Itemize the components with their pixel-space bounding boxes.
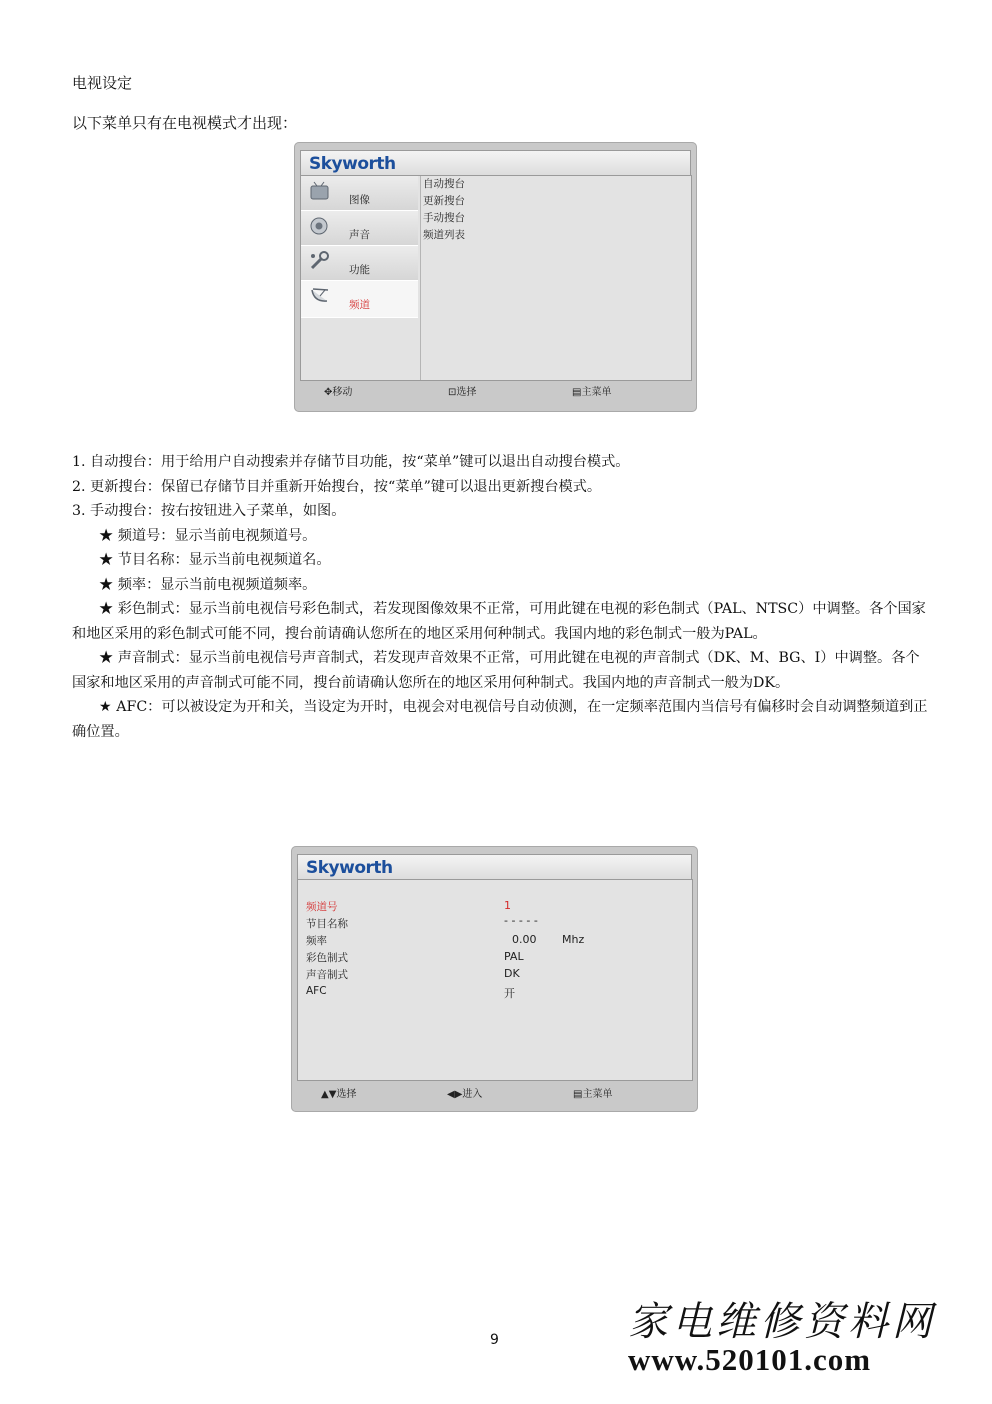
footer-select-hint: ▲▼选择 [321, 1089, 357, 1100]
menu-body [297, 879, 693, 1081]
value-frequency-unit: Mhz [562, 933, 585, 946]
menu-button-icon: ▤ [573, 1089, 583, 1100]
intro-text: 以下菜单只有在电视模式才出现： [72, 114, 298, 132]
side-item-label: 频道 [349, 299, 370, 311]
value-afc: 开 [504, 987, 515, 1000]
tv-manual-search-screenshot [291, 846, 698, 1112]
side-item-label: 图像 [349, 194, 370, 206]
bullet-color-system: ★ 彩色制式：显示当前电视信号彩色制式，若发现图像效果不正常，可用此键在电视的彩色制式（PAL、NTSC）中调整。各个国家和地区采用的彩色制式可能不同，搜台前请确认您所在的地区采用何种制式。我国内地的彩色制式一般为PAL。 [72, 597, 932, 646]
tv-icon [309, 181, 331, 201]
row-sound-system[interactable]: 声音制式 [306, 969, 348, 981]
menu-button-icon: ▤ [572, 387, 582, 398]
footer-main-menu-hint: ▤主菜单 [572, 387, 612, 398]
value-color-system: PAL [504, 950, 524, 963]
menu-body [300, 175, 692, 381]
instructions [72, 450, 932, 744]
watermark-title: 家电维修资料网 [628, 1299, 936, 1345]
footer-enter-hint: ◀▶进入 [447, 1089, 483, 1100]
item-manual-search: 3. 手动搜台：按右按钮进入子菜单，如图。 [72, 503, 346, 519]
page-number: 9 [490, 1332, 499, 1348]
menu-footer [297, 1081, 692, 1103]
submenu-item-auto-search[interactable]: 自动搜台 [423, 178, 465, 190]
value-channel-number: 1 [504, 899, 511, 912]
item-update-search: 2. 更新搜台：保留已存储节目并重新开始搜台，按“菜单”键可以退出更新搜台模式。 [72, 478, 602, 495]
ok-button-icon: ⊡ [448, 387, 457, 398]
row-frequency[interactable]: 频率 [306, 935, 327, 947]
bullet-frequency: ★ 频率：显示当前电视频道频率。 [72, 573, 932, 598]
speaker-icon [309, 216, 331, 236]
bullet-sound-system: ★ 声音制式：显示当前电视信号声音制式，若发现声音效果不正常，可用此键在电视的声音制式（DK、M、BG、I）中调整。各个国家和地区采用的声音制式可能不同，搜台前请确认您所在的地区采用何种制式。我国内地的声音制式一般为DK。 [72, 646, 932, 695]
skyworth-logo: Skyworth [309, 154, 396, 174]
submenu-item-update-search[interactable]: 更新搜台 [423, 195, 465, 207]
channel-submenu [423, 176, 465, 244]
row-program-name[interactable]: 节目名称 [306, 918, 348, 930]
side-item-sound[interactable] [301, 211, 418, 246]
satellite-dish-icon [309, 286, 331, 306]
wrench-icon [309, 251, 331, 271]
row-color-system[interactable]: 彩色制式 [306, 952, 348, 964]
submenu-item-manual-search[interactable]: 手动搜台 [423, 212, 465, 224]
page-heading: 电视设定 [72, 74, 133, 92]
row-channel-number[interactable]: 频道号 [306, 901, 338, 913]
value-sound-system: DK [504, 967, 520, 980]
divider [420, 176, 421, 380]
submenu-item-channel-list[interactable]: 频道列表 [423, 229, 465, 241]
footer-move-hint: ✥移动 [324, 387, 353, 398]
side-item-picture[interactable] [301, 176, 418, 211]
value-program-name: - - - - - [504, 914, 538, 927]
side-item-label: 声音 [349, 229, 370, 241]
side-item-channel[interactable] [301, 281, 418, 318]
menu-title-bar [297, 854, 692, 881]
value-frequency: 0.00 [512, 933, 537, 946]
dpad-icon: ✥ [324, 387, 333, 398]
watermark-url: www.520101.com [628, 1342, 872, 1377]
menu-footer [300, 379, 691, 401]
side-item-label: 功能 [349, 264, 370, 276]
left-right-arrow-icon: ◀▶ [447, 1089, 463, 1100]
menu-title-bar [300, 150, 691, 177]
footer-main-menu-hint: ▤主菜单 [573, 1089, 613, 1100]
side-item-function[interactable] [301, 246, 418, 281]
bullet-channel-number: ★ 频道号：显示当前电视频道号。 [72, 524, 932, 549]
skyworth-logo: Skyworth [306, 858, 393, 878]
item-auto-search: 1. 自动搜台：用于给用户自动搜索并存储节目功能，按“菜单”键可以退出自动搜台模式。 [72, 454, 630, 470]
tv-channel-menu-screenshot [294, 142, 697, 412]
bullet-program-name: ★ 节目名称：显示当前电视频道名。 [72, 548, 932, 573]
up-down-arrow-icon: ▲▼ [321, 1089, 337, 1100]
bullet-afc: ★ AFC：可以被设定为开和关，当设定为开时，电视会对电视信号自动侦测，在一定频率范围内当信号有偏移时会自动调整频道到正确位置。 [72, 695, 932, 744]
footer-select-hint: ⊡选择 [448, 387, 477, 398]
row-afc[interactable]: AFC [306, 985, 327, 997]
